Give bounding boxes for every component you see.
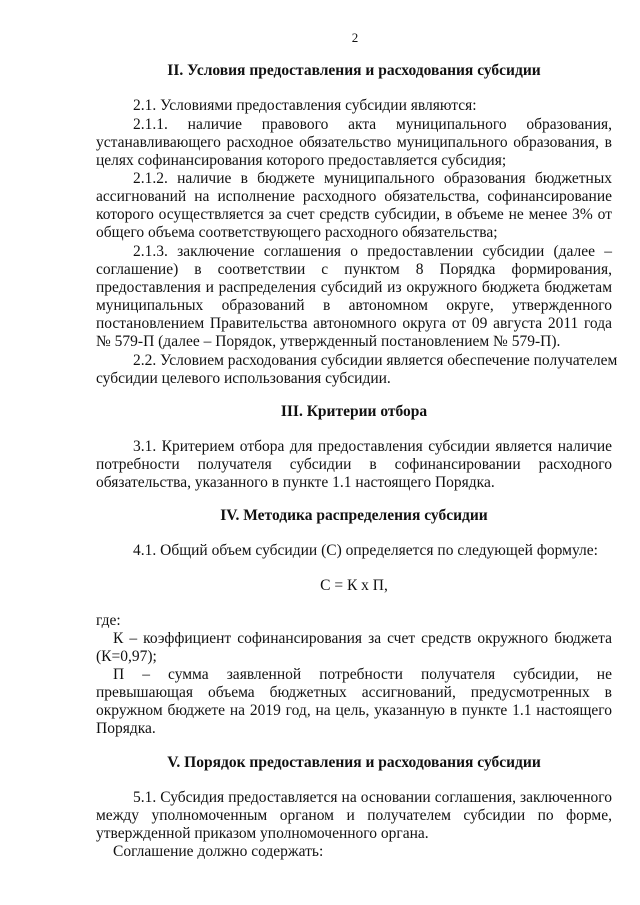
- paragraph-line: утвержденной приказом уполномоченного органа.: [96, 825, 429, 842]
- section-heading: II. Условия предоставления и расходования субсидии: [167, 62, 541, 79]
- paragraph-line: превышающая объема бюджетных ассигнований, предусмотренных в: [96, 684, 612, 701]
- paragraph-line: окружном бюджете на 2019 год, на цель, указанную в пункте 1.1 настоящего: [96, 702, 612, 719]
- paragraph-line: ассигнований на исполнение расходного обязательства, софинансирование: [96, 188, 612, 205]
- paragraph-line: 2.1.1. наличие правового акта муниципального образования,: [133, 116, 612, 133]
- paragraph-line: общего объема соответствующего расходного обязательства;: [96, 224, 498, 241]
- paragraph-line: 4.1. Общий объем субсидии (С) определяется по следующей формуле:: [133, 542, 598, 559]
- paragraph-line: где:: [96, 612, 121, 629]
- paragraph-line: 2.2. Условием расходования субсидии является обеспечение получателем: [133, 352, 618, 369]
- paragraph-line: потребности получателя субсидии в софинансировании расходного: [96, 456, 612, 473]
- paragraph-line: целях софинансирования которого предоставляется субсидия;: [96, 152, 507, 169]
- paragraph-line: 2.1. Условиями предоставления субсидии являются:: [133, 97, 477, 114]
- paragraph-line: постановлением Правительства автономного округа от 09 августа 2011 года: [96, 315, 612, 332]
- section-heading: IV. Методика распределения субсидии: [220, 507, 488, 524]
- section-heading: V. Порядок предоставления и расходования субсидии: [167, 754, 541, 771]
- paragraph-line: между уполномоченным органом и получателем субсидии по форме,: [96, 807, 612, 824]
- paragraph-line: обязательства, указанного в пункте 1.1 настоящего Порядка.: [96, 474, 495, 491]
- paragraph-line: 5.1. Субсидия предоставляется на основании соглашения, заключенного: [133, 789, 612, 806]
- paragraph-line: муниципальных образований в автономном округе, утвержденного: [96, 297, 612, 314]
- formula: С = К х П,: [320, 577, 388, 594]
- paragraph-line: которого осуществляется за счет средств субсидии, в объеме не менее 3% от: [96, 206, 612, 223]
- page-number: 2: [351, 30, 359, 45]
- paragraph-line: устанавливающего расходное обязательство муниципального образования, в: [96, 134, 612, 151]
- paragraph-line: 2.1.2. наличие в бюджете муниципального образования бюджетных: [133, 170, 612, 187]
- paragraph-line: (К=0,97);: [96, 648, 157, 665]
- paragraph-line: П – сумма заявленной потребности получателя субсидии, не: [113, 666, 612, 683]
- paragraph-line: 3.1. Критерием отбора для предоставления субсидии является наличие: [133, 438, 612, 455]
- paragraph-line: Порядка.: [96, 720, 156, 737]
- paragraph-line: К – коэффициент софинансирования за счет средств окружного бюджета: [113, 630, 612, 647]
- paragraph-line: Соглашение должно содержать:: [113, 843, 324, 860]
- paragraph-line: № 579-П (далее – Порядок, утвержденный постановлением № 579-П).: [96, 333, 561, 350]
- section-heading: III. Критерии отбора: [280, 403, 428, 420]
- paragraph-line: субсидии целевого использования субсидии.: [96, 370, 391, 387]
- paragraph-line: 2.1.3. заключение соглашения о предоставлении субсидии (далее –: [133, 243, 612, 260]
- paragraph-line: предоставления и распределения субсидий из окружного бюджета бюджетам: [96, 279, 612, 296]
- paragraph-line: соглашение) в соответствии с пунктом 8 Порядка формирования,: [96, 261, 612, 278]
